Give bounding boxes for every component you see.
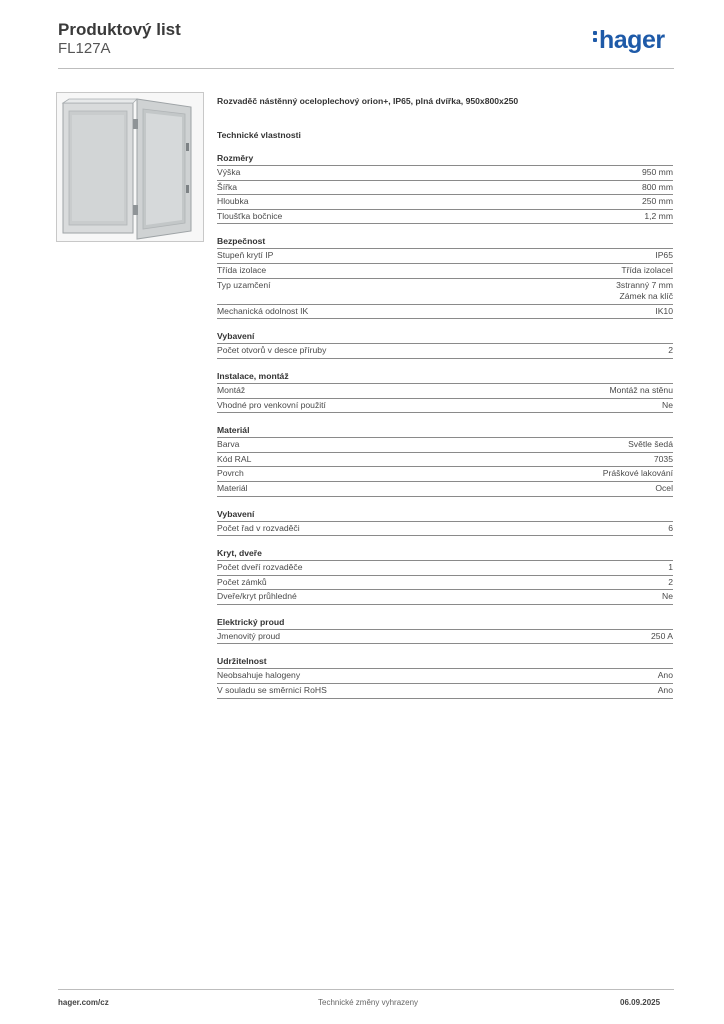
spec-value-line: 3stranný 7 mm [616, 279, 673, 290]
spec-value-line: Třída izolaceI [621, 264, 673, 275]
spec-value-line: Ne [662, 591, 673, 602]
spec-label: Kód RAL [217, 453, 252, 464]
spec-row [217, 194, 673, 209]
spec-label: Třída izolace [217, 264, 267, 275]
spec-label: Stupeň krytí IP [217, 250, 274, 261]
spec-value-line: 950 mm [641, 167, 673, 177]
header-divider [58, 68, 674, 69]
spec-value-line: Ano [657, 685, 673, 696]
spec-row [217, 452, 673, 467]
logo-dots-icon [593, 31, 598, 45]
spec-value-line: IK10 [655, 305, 673, 316]
spec-value-line: 250 mm [641, 196, 673, 207]
spec-row [217, 383, 673, 398]
spec-value [662, 591, 673, 603]
spec-row [217, 180, 673, 195]
spec-value [603, 468, 673, 480]
spec-row [217, 521, 673, 537]
spec-value-line: 6 [668, 522, 673, 533]
spec-group-title: Rozměry [217, 153, 254, 163]
spec-row [217, 466, 673, 481]
spec-value-line: 1,2 mm [644, 210, 673, 221]
spec-value-line: 1 [668, 562, 673, 573]
spec-value [644, 211, 673, 223]
product-code: FL127A [58, 40, 111, 57]
spec-group-title: Elektrický proud [217, 616, 285, 627]
spec-label: Počet dveří rozvaděče [217, 562, 303, 573]
spec-value [668, 523, 673, 535]
spec-label: Hloubka [217, 196, 249, 207]
spec-value-line: 2 [668, 345, 673, 356]
spec-label: Šířka [217, 181, 238, 192]
spec-value-line: 7035 [653, 453, 673, 464]
spec-value [628, 439, 673, 451]
spec-label: Počet otvorů v desce příruby [217, 345, 327, 356]
spec-value [654, 454, 673, 466]
spec-group-title: Instalace, montáž [217, 370, 289, 381]
enclosure-cabinet-icon [57, 93, 203, 241]
spec-label: V souladu se směrnicí RoHS [217, 685, 327, 696]
spec-value-line: Ano [657, 670, 673, 681]
spec-value [668, 345, 673, 357]
spec-value [668, 577, 673, 589]
spec-row [217, 248, 673, 263]
product-description: Rozvaděč nástěnný oceloplechový orion+, IP65, plná dvířka, 950x800x250 [217, 96, 519, 106]
spec-value-line: Práškové lakování [602, 468, 673, 479]
footer-divider [58, 989, 674, 990]
spec-value [621, 265, 673, 277]
spec-label: Povrch [217, 468, 244, 479]
spec-value [642, 196, 673, 208]
spec-group-title: Kryt, dveře [217, 548, 262, 559]
spec-label: Neobsahuje halogeny [217, 670, 301, 681]
spec-value [655, 306, 673, 318]
spec-value [651, 631, 673, 643]
spec-value [655, 250, 673, 262]
spec-group-title: Vybavení [217, 508, 255, 519]
spec-row [217, 304, 673, 320]
spec-row [217, 165, 673, 180]
spec-row [217, 278, 673, 304]
spec-row [217, 263, 673, 278]
spec-value-line: 2 [668, 576, 673, 587]
spec-row [217, 629, 673, 645]
spec-row [217, 589, 673, 605]
spec-label: Typ uzamčení [217, 279, 271, 290]
spec-row [217, 668, 673, 683]
spec-label: Výška [217, 167, 241, 177]
spec-row [217, 437, 673, 452]
specification-sheet [217, 96, 673, 699]
section-title: Technické vlastnosti [217, 130, 301, 140]
spec-group-title: Udržitelnost [217, 656, 267, 667]
footer-website[interactable]: hager.com/cz [58, 998, 109, 1007]
spec-group-title: Vybavení [217, 331, 255, 342]
spec-value [609, 385, 673, 397]
spec-row [217, 209, 673, 225]
spec-value-line: IP65 [655, 250, 673, 261]
spec-row [217, 398, 673, 414]
spec-value [658, 685, 673, 697]
spec-value-line: Ne [662, 399, 673, 410]
spec-label: Počet řad v rozvaděči [217, 522, 300, 533]
spec-label: Vhodné pro venkovní použití [217, 399, 326, 410]
spec-label: Jmenovitý proud [217, 630, 281, 641]
spec-value [662, 400, 673, 412]
spec-label: Montáž [217, 384, 246, 395]
page-title: Produktový list [58, 20, 181, 39]
spec-value-line: Zámek na klíč [619, 291, 673, 302]
spec-row [217, 560, 673, 575]
spec-group-title: Materiál [217, 425, 250, 436]
spec-value-line: Ocel [655, 482, 673, 493]
spec-value [655, 483, 673, 495]
spec-row [217, 343, 673, 359]
spec-value [642, 182, 673, 194]
footer-date: 06.09.2025 [620, 998, 661, 1007]
spec-row [217, 683, 673, 699]
brand-logo[interactable] [593, 26, 665, 55]
spec-value-line: Montáž na stěnu [609, 384, 673, 395]
spec-row [217, 575, 673, 590]
spec-label: Mechanická odolnost IK [217, 305, 309, 316]
spec-value-line: 250 A [651, 630, 673, 641]
spec-value [642, 167, 673, 179]
spec-label: Barva [217, 439, 240, 450]
spec-value-line: 800 mm [641, 181, 673, 192]
spec-groups [217, 153, 673, 699]
spec-group-title: Bezpečnost [217, 236, 266, 247]
spec-value [616, 280, 673, 303]
spec-value [668, 562, 673, 574]
spec-value [658, 670, 673, 682]
spec-label: Tloušťka bočnice [217, 210, 283, 221]
spec-value-line: Světle šedá [628, 439, 673, 450]
footer-notice: Technické změny vyhrazeny [318, 998, 419, 1007]
spec-label: Počet zámků [217, 576, 267, 587]
product-image [56, 92, 204, 242]
spec-label: Dveře/kryt průhledné [217, 591, 297, 602]
spec-row [217, 481, 673, 497]
spec-label: Materiál [217, 482, 248, 493]
logo-text: hager [599, 26, 665, 54]
